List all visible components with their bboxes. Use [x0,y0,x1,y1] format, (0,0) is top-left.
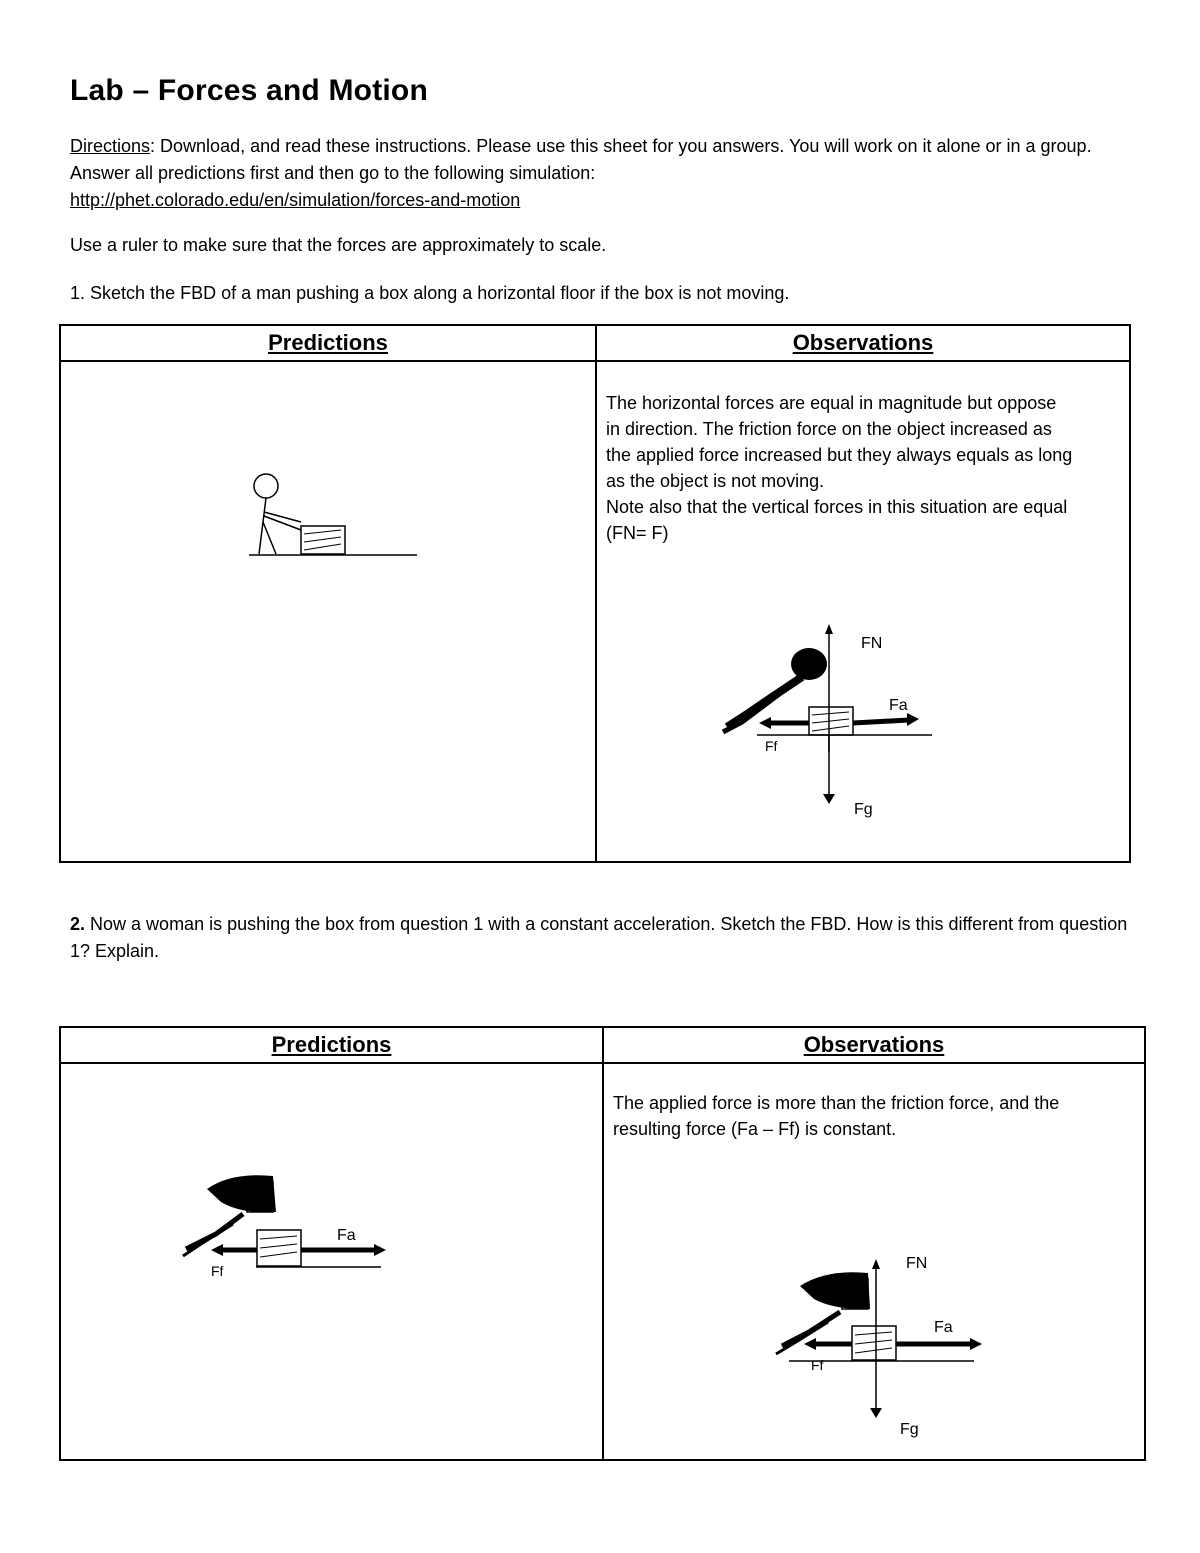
q2-fn-label: FN [906,1255,928,1272]
question-2-text: Now a woman is pushing the box from question 1 with a constant acceleration. Sketch the FBD. How is this different from question 1? Explain. [70,914,1128,961]
question-1-number: 1. [70,283,86,303]
q2-observations-header: Observations [603,1027,1145,1063]
question-2-number: 2. [70,914,86,934]
directions-paragraph [70,133,1130,214]
q2-woman-box-sketch [61,1064,602,1454]
q1-fn-label: FN [861,635,883,652]
q1-fa-label: Fa [889,697,908,714]
q2-table [59,1026,1146,1461]
q2-ff-label: Ff [811,1357,824,1373]
q1-obs-line: (FN= F) [606,523,669,543]
q2-predictions-cell [60,1063,603,1460]
simulation-link[interactable]: http://phet.colorado.edu/en/simulation/forces-and-motion [70,190,521,210]
q1-fbd-diagram [597,362,1131,862]
q1-observations-cell [596,361,1130,862]
directions-text: : Download, and read these instructions. Please use this sheet for you answers. You will work on it alone or in a group. Answer all predictions first and then go to the following simulation: [70,136,1092,183]
q1-obs-line: Note also that the vertical forces in this situation are equal [606,497,1068,517]
q2-pred-ff-label: Ff [211,1263,224,1279]
q1-obs-line: The horizontal forces are equal in magnitude but oppose [606,393,1057,413]
q1-table [59,324,1131,863]
q2-fg-label: Fg [900,1421,919,1438]
ruler-note: Use a ruler to make sure that the forces are approximately to scale. [70,235,607,255]
q2-observations-cell [603,1063,1145,1460]
q2-obs-line: The applied force is more than the friction force, and the [613,1093,1060,1113]
q1-man-box-sketch [61,362,595,862]
q1-obs-line: as the object is not moving. [606,471,825,491]
q1-ff-label: Ff [765,738,778,754]
page-title: Lab – Forces and Motion [70,74,428,107]
q1-predictions-header: Predictions [60,325,596,361]
q2-fbd-diagram [604,1064,1145,1454]
directions-label: Directions [70,136,151,156]
q1-fg-label: Fg [854,801,873,818]
question-1 [70,280,1130,307]
question-1-text: Sketch the FBD of a man pushing a box along a horizontal floor if the box is not moving. [90,283,790,303]
q2-pred-fa-label: Fa [337,1227,356,1244]
q2-predictions-header: Predictions [60,1027,603,1063]
question-2 [70,911,1130,965]
q2-fa-label: Fa [934,1319,953,1336]
q1-predictions-cell [60,361,596,862]
q1-observations-header: Observations [596,325,1130,361]
q1-obs-line: in direction. The friction force on the object increased as [606,419,1052,439]
q2-obs-line: resulting force (Fa – Ff) is constant. [613,1119,897,1139]
q1-obs-line: the applied force increased but they always equals as long [606,445,1073,465]
